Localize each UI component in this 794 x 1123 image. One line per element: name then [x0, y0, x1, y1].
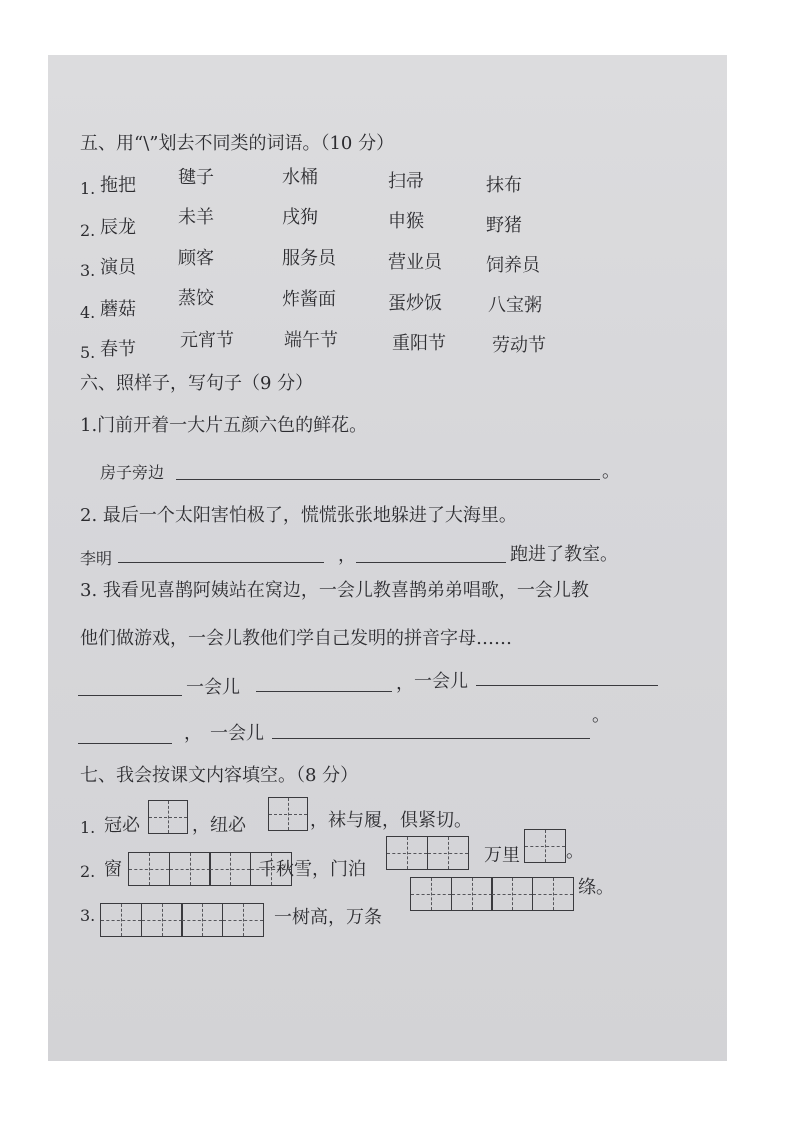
q-text: 千秋雪，门泊 — [258, 859, 366, 880]
word[interactable]: 水桶 — [282, 167, 318, 188]
word[interactable]: 扫帚 — [388, 171, 424, 192]
char-box[interactable] — [181, 903, 223, 937]
word[interactable]: 饲养员 — [486, 255, 540, 276]
section6-title: 六、照样子，写句子（9 分） — [80, 373, 314, 394]
q3-a3: 一会儿 — [210, 723, 264, 744]
q2-prompt: 李明 — [80, 549, 113, 568]
q3-example-line2: 他们做游戏，一会儿教他们学自己发明的拼音字母…… — [80, 628, 512, 649]
char-box-group[interactable] — [410, 877, 573, 911]
q3-answer-line-4[interactable] — [78, 743, 172, 744]
word[interactable]: 端午节 — [284, 330, 338, 351]
q1-period: 。 — [602, 461, 620, 482]
char-box[interactable] — [451, 877, 493, 911]
char-box[interactable] — [427, 836, 469, 870]
q3-period: 。 — [592, 705, 610, 726]
word[interactable]: 拖把 — [100, 175, 136, 196]
char-box-group[interactable] — [524, 829, 565, 863]
row-number: 2. — [80, 221, 96, 240]
q2-example: 2. 最后一个太阳害怕极了，慌慌张张地躲进了大海里。 — [80, 505, 517, 526]
q-text: 绦。 — [578, 877, 614, 898]
q3-comma2: ， — [184, 723, 202, 744]
char-box-group[interactable] — [268, 797, 307, 831]
q2-answer-line-2[interactable] — [356, 562, 506, 563]
word[interactable]: 蘑菇 — [100, 299, 136, 320]
q-text: 冠必 — [104, 815, 140, 836]
word[interactable]: 辰龙 — [100, 217, 136, 238]
char-box[interactable] — [209, 852, 251, 886]
q-text: 一树高，万条 — [274, 907, 382, 928]
q-text: 。 — [566, 841, 584, 862]
q-text: ，袜与履，俱紧切。 — [310, 810, 472, 831]
word[interactable]: 服务员 — [282, 248, 336, 269]
word[interactable]: 演员 — [100, 257, 136, 278]
q2-comma: ， — [338, 545, 356, 566]
exam-paper — [48, 55, 727, 1061]
q1-prompt: 房子旁边 — [100, 463, 165, 482]
char-box[interactable] — [141, 903, 183, 937]
word[interactable]: 未羊 — [178, 207, 214, 228]
char-box[interactable] — [128, 852, 170, 886]
word[interactable]: 顾客 — [178, 248, 214, 269]
q3-a2: 一会儿 — [414, 671, 468, 692]
q-text: 窗 — [104, 859, 122, 880]
q3-example-line1: 3. 我看见喜鹊阿姨站在窝边，一会儿教喜鹊弟弟唱歌，一会儿教 — [80, 580, 589, 601]
char-box[interactable] — [222, 903, 264, 937]
char-box[interactable] — [268, 797, 308, 831]
char-box[interactable] — [100, 903, 142, 937]
q2-tail: 跑进了教室。 — [510, 544, 618, 565]
q-text: ，纽必 — [192, 815, 246, 836]
q-number: 1. — [80, 818, 96, 837]
q3-answer-line-3[interactable] — [476, 685, 658, 686]
word[interactable]: 毽子 — [178, 167, 214, 188]
word[interactable]: 春节 — [100, 339, 136, 360]
q3-a1: 一会儿 — [186, 677, 240, 698]
q3-answer-line-5[interactable] — [272, 738, 590, 739]
char-box[interactable] — [491, 877, 533, 911]
section5-title: 五、用“\”划去不同类的词语。（10 分） — [80, 133, 395, 154]
word[interactable]: 劳动节 — [492, 335, 546, 356]
word[interactable]: 元宵节 — [180, 330, 234, 351]
char-box[interactable] — [410, 877, 452, 911]
q3-answer-line-2[interactable] — [256, 691, 392, 692]
char-box-group[interactable] — [148, 800, 187, 834]
char-box-group[interactable] — [100, 903, 263, 937]
word[interactable]: 营业员 — [388, 252, 442, 273]
q3-answer-line-1[interactable] — [78, 695, 182, 696]
row-number: 3. — [80, 261, 96, 280]
row-number: 5. — [80, 343, 96, 362]
word[interactable]: 炸酱面 — [282, 289, 336, 310]
row-number: 4. — [80, 303, 96, 322]
q1-example: 1.门前开着一大片五颜六色的鲜花。 — [80, 415, 368, 436]
char-box[interactable] — [524, 829, 566, 863]
word[interactable]: 戌狗 — [282, 207, 318, 228]
word[interactable]: 八宝粥 — [488, 295, 542, 316]
char-box[interactable] — [169, 852, 211, 886]
char-box[interactable] — [386, 836, 428, 870]
word[interactable]: 抹布 — [486, 175, 522, 196]
q1-answer-line[interactable] — [176, 479, 600, 480]
word[interactable]: 蛋炒饭 — [388, 293, 442, 314]
q-number: 3. — [80, 906, 96, 925]
char-box[interactable] — [532, 877, 574, 911]
row-number: 1. — [80, 179, 96, 198]
q2-answer-line-1[interactable] — [118, 562, 324, 563]
q-text: 万里 — [484, 845, 520, 866]
char-box[interactable] — [148, 800, 188, 834]
word[interactable]: 野猪 — [486, 215, 522, 236]
word[interactable]: 蒸饺 — [178, 288, 214, 309]
q-number: 2. — [80, 862, 96, 881]
char-box-group[interactable] — [386, 836, 467, 870]
word[interactable]: 申猴 — [388, 211, 424, 232]
word[interactable]: 重阳节 — [392, 333, 446, 354]
section7-title: 七、我会按课文内容填空。（8 分） — [80, 765, 359, 786]
q3-comma1: ， — [396, 673, 414, 694]
